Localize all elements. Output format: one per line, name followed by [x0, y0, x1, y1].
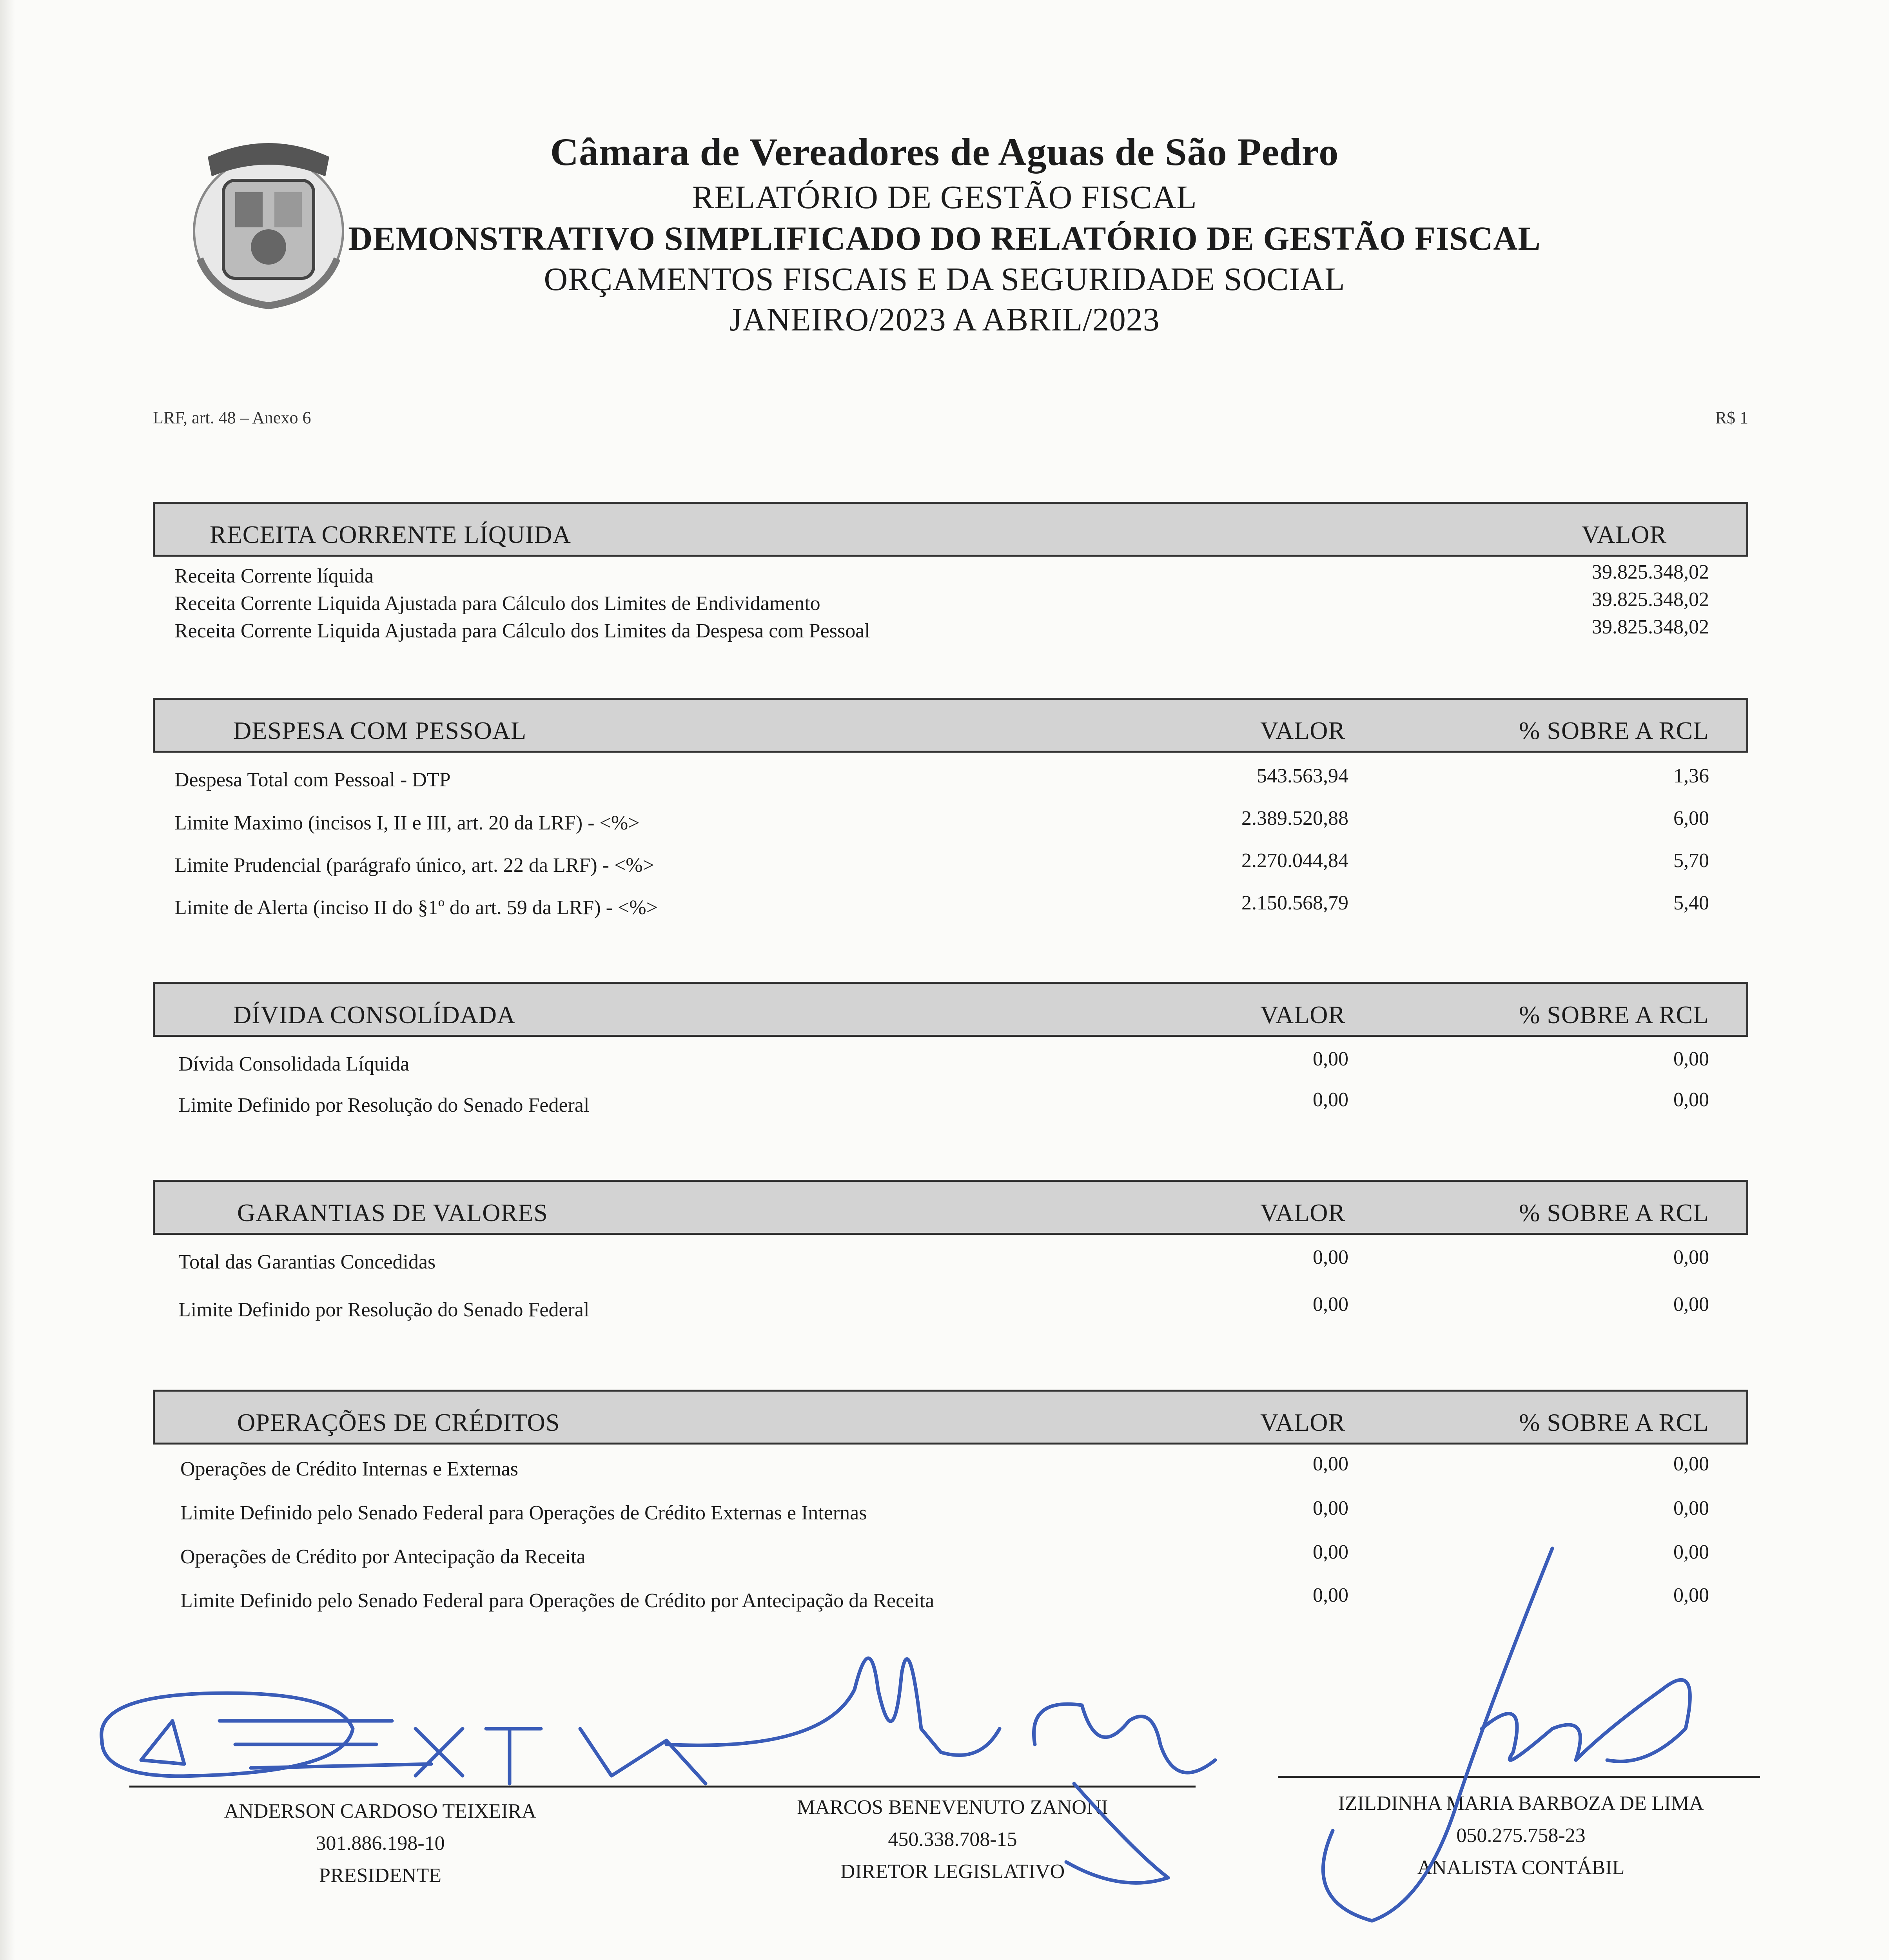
- garantias-section-header: [153, 1180, 1748, 1235]
- institution-title: Câmara de Vereadores de Aguas de São Pedro: [550, 130, 1339, 174]
- report-title: RELATÓRIO DE GESTÃO FISCAL: [692, 179, 1197, 216]
- garantias-heading: GARANTIAS DE VALORES: [237, 1199, 548, 1227]
- pessoal-section-header: [153, 698, 1748, 753]
- operacoes-row-value: 0,00: [1313, 1541, 1348, 1563]
- garantias-row-value: 0,00: [1313, 1246, 1348, 1269]
- signature-president-stroke: [102, 1693, 353, 1776]
- signature-president-stroke: [141, 1721, 184, 1764]
- garantias-row-label: Total das Garantias Concedidas: [178, 1251, 436, 1273]
- report-period: JANEIRO/2023 A ABRIL/2023: [729, 301, 1160, 338]
- pessoal-row-label: Limite Maximo (incisos I, II e III, art. 20 da LRF) - <%>: [174, 812, 640, 834]
- operacoes-row-pct: 0,00: [1673, 1453, 1709, 1475]
- signature-legislative-director-stroke: [1066, 1784, 1168, 1883]
- garantias-row-pct: 0,00: [1673, 1246, 1709, 1269]
- pessoal-row-pct: 5,70: [1673, 849, 1709, 872]
- pessoal-row-label: Despesa Total com Pessoal - DTP: [174, 769, 451, 791]
- operacoes-row-pct: 0,00: [1673, 1541, 1709, 1563]
- divida-pct-column: % SOBRE A RCL: [1519, 1001, 1709, 1029]
- rcl-row-value: 39.825.348,02: [1592, 588, 1709, 611]
- divida-row-value: 0,00: [1313, 1089, 1348, 1111]
- operacoes-pct-column: % SOBRE A RCL: [1519, 1408, 1709, 1436]
- pessoal-heading: DESPESA COM PESSOAL: [233, 717, 527, 744]
- pessoal-row-value: 543.563,94: [1257, 765, 1348, 787]
- pessoal-value-column: VALOR: [1260, 717, 1346, 744]
- signer-role: DIRETOR LEGISLATIVO: [840, 1860, 1065, 1883]
- signer-name: ANDERSON CARDOSO TEIXEIRA: [224, 1800, 537, 1822]
- signature-president-stroke: [220, 1721, 431, 1768]
- operacoes-row-pct: 0,00: [1673, 1584, 1709, 1606]
- divida-row-label: Dívida Consolidada Líquida: [178, 1053, 410, 1075]
- pessoal-row-value: 2.389.520,88: [1241, 807, 1348, 829]
- pessoal-row-label: Limite Prudencial (parágrafo único, art. 22 da LRF) - <%>: [174, 854, 654, 877]
- operacoes-section-header: [153, 1390, 1748, 1445]
- pessoal-row-pct: 1,36: [1673, 765, 1709, 787]
- operacoes-row-label: Operações de Crédito Internas e Externas: [180, 1458, 518, 1480]
- rcl-section-header: [153, 502, 1748, 557]
- report-header: [0, 129, 1889, 339]
- legal-reference: LRF, art. 48 – Anexo 6: [153, 408, 311, 427]
- pessoal-row-value: 2.150.568,79: [1241, 892, 1348, 914]
- operacoes-row-label: Limite Definido pelo Senado Federal para Operações de Crédito Externas e Internas: [180, 1502, 867, 1524]
- operacoes-row-label: Limite Definido pelo Senado Federal para Operações de Crédito por Antecipação da Receita: [180, 1590, 935, 1612]
- divida-row-label: Limite Definido por Resolução do Senado Federal: [178, 1094, 590, 1116]
- report-subtitle: DEMONSTRATIVO SIMPLIFICADO DO RELATÓRIO DE GESTÃO FISCAL: [348, 220, 1541, 257]
- signer-role: ANALISTA CONTÁBIL: [1417, 1857, 1625, 1879]
- pessoal-row-pct: 5,40: [1673, 892, 1709, 914]
- rcl-row-label: Receita Corrente Liquida Ajustada para Cálculo dos Limites da Despesa com Pessoal: [174, 620, 870, 642]
- divida-heading: DÍVIDA CONSOLÍDADA: [233, 1001, 516, 1029]
- signer-name: IZILDINHA MARIA BARBOZA DE LIMA: [1338, 1792, 1704, 1815]
- garantias-row-pct: 0,00: [1673, 1293, 1709, 1316]
- garantias-value-column: VALOR: [1260, 1199, 1346, 1227]
- divida-row-pct: 0,00: [1673, 1089, 1709, 1111]
- budget-scope: ORÇAMENTOS FISCAIS E DA SEGURIDADE SOCIAL: [544, 261, 1345, 298]
- signer-document: 450.338.708-15: [888, 1828, 1017, 1851]
- signer-document: 050.275.758-23: [1456, 1824, 1586, 1847]
- operacoes-row-value: 0,00: [1313, 1584, 1348, 1606]
- rcl-row-value: 39.825.348,02: [1592, 616, 1709, 638]
- operacoes-row-value: 0,00: [1313, 1497, 1348, 1519]
- currency-unit: R$ 1: [1715, 408, 1748, 427]
- pessoal-row-value: 2.270.044,84: [1241, 849, 1348, 872]
- rcl-row-value: 39.825.348,02: [1592, 561, 1709, 583]
- signature-president-stroke: [416, 1729, 463, 1776]
- signature-president-stroke: [580, 1729, 706, 1784]
- signature-president-stroke: [486, 1729, 541, 1784]
- rcl-heading: RECEITA CORRENTE LÍQUIDA: [210, 521, 571, 548]
- divida-section-header: [153, 982, 1748, 1037]
- rcl-row-label: Receita Corrente líquida: [174, 565, 374, 587]
- pessoal-pct-column: % SOBRE A RCL: [1519, 717, 1709, 744]
- signer-document: 301.886.198-10: [316, 1832, 445, 1855]
- rcl-row-label: Receita Corrente Liquida Ajustada para Cálculo dos Limites de Endividamento: [174, 592, 820, 615]
- pessoal-row-pct: 6,00: [1673, 807, 1709, 829]
- garantias-pct-column: % SOBRE A RCL: [1519, 1199, 1709, 1227]
- operacoes-row-pct: 0,00: [1673, 1497, 1709, 1519]
- divida-value-column: VALOR: [1260, 1001, 1346, 1029]
- operacoes-row-label: Operações de Crédito por Antecipação da Receita: [180, 1546, 586, 1568]
- operacoes-value-column: VALOR: [1260, 1408, 1346, 1436]
- signer-name: MARCOS BENEVENUTO ZANONI: [797, 1796, 1108, 1818]
- operacoes-heading: OPERAÇÕES DE CRÉDITOS: [237, 1408, 560, 1436]
- operacoes-row-value: 0,00: [1313, 1453, 1348, 1475]
- divida-row-value: 0,00: [1313, 1048, 1348, 1070]
- garantias-row-label: Limite Definido por Resolução do Senado Federal: [178, 1299, 590, 1321]
- pessoal-row-label: Limite de Alerta (inciso II do §1º do art. 59 da LRF) - <%>: [174, 897, 658, 919]
- signer-role: PRESIDENTE: [319, 1864, 441, 1887]
- handwritten-signatures: [0, 1509, 1889, 1940]
- signature-legislative-director-stroke: [666, 1658, 1000, 1755]
- garantias-row-value: 0,00: [1313, 1293, 1348, 1316]
- signature-accountant-stroke: [1482, 1680, 1690, 1761]
- divida-row-pct: 0,00: [1673, 1048, 1709, 1070]
- rcl-value-column: VALOR: [1582, 521, 1667, 548]
- signature-legislative-director-stroke: [1034, 1704, 1216, 1773]
